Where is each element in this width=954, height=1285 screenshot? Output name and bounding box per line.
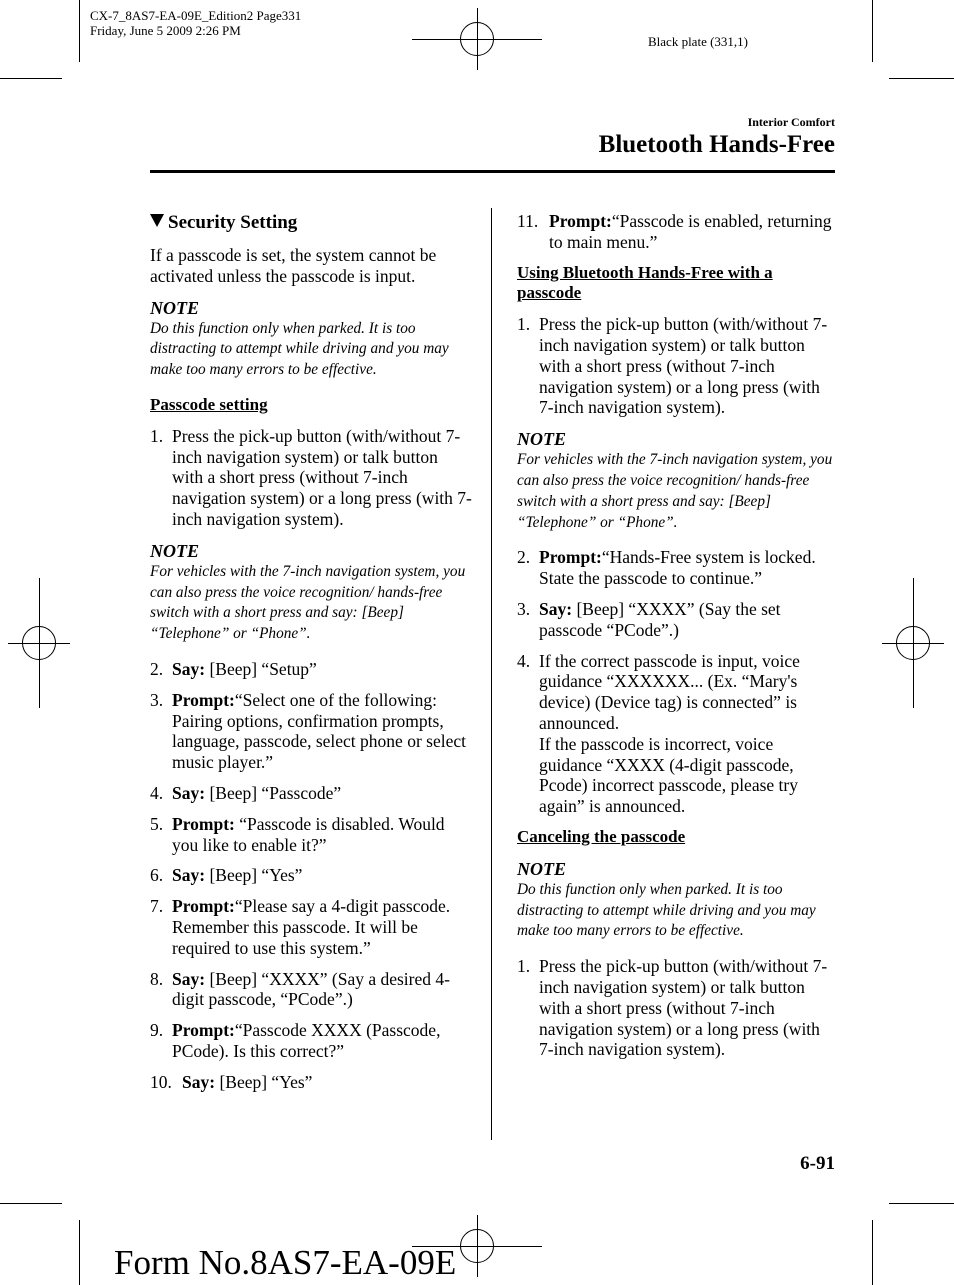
header-rule	[150, 170, 835, 173]
crop-mark	[0, 1203, 62, 1204]
step-item: 4. Say: [Beep] “Passcode”	[150, 782, 342, 803]
registration-mark	[8, 578, 70, 708]
step-item: 6. Say: [Beep] “Yes”	[150, 865, 303, 886]
step-item: 9. Prompt:“Passcode XXXX (Passcode, PCode). Is this correct?”	[150, 1020, 441, 1061]
section-label: Interior Comfort	[747, 115, 835, 129]
form-number: Form No.8AS7-EA-09E	[114, 1243, 457, 1282]
step-item: 1. Press the pick-up button (with/without 7-inch navigation system) or talk button with a short press (without 7-inch navigation system) or a long press (with 7-inch navigation system).	[517, 314, 828, 418]
print-file-line: CX-7_8AS7-EA-09E_Edition2 Page331	[90, 8, 302, 23]
step-item: 3. Prompt:“Select one of the following: Pairing options, confirmation prompts, language, passcode, select phone or select music player.”	[150, 689, 466, 773]
subheading-using-passcode: Using Bluetooth Hands-Free with a passcode	[517, 262, 773, 303]
step-item: 7. Prompt:“Please say a 4-digit passcode. Remember this passcode. It will be required to use this system.”	[150, 896, 451, 958]
subheading-passcode-setting: Passcode setting	[150, 394, 268, 414]
column-divider	[491, 208, 492, 1140]
note-title: NOTE	[150, 540, 199, 561]
step-item: 5. Prompt: “Passcode is disabled. Would you like to enable it?”	[150, 813, 445, 855]
note-title: NOTE	[517, 429, 566, 450]
subheading-canceling: Canceling the passcode	[517, 826, 686, 846]
step-item: 8. Say: [Beep] “XXXX” (Say a desired 4-digit passcode, “PCode”.)	[150, 968, 450, 1010]
crop-mark	[872, 0, 873, 62]
crop-mark	[889, 78, 954, 79]
note-body: Do this function only when parked. It is too distracting to attempt while driving and you may make too many errors to be effective.	[150, 319, 449, 379]
step-item: 10. Say: [Beep] “Yes”	[150, 1071, 313, 1092]
step-item: 2. Say: [Beep] “Setup”	[150, 658, 317, 679]
page-number: 6-91	[800, 1153, 835, 1174]
step-item: 2. Prompt:“Hands-Free system is locked. State the passcode to continue.”	[517, 547, 816, 589]
note-title: NOTE	[517, 858, 566, 879]
note-body: For vehicles with the 7-inch navigation system, you can also press the voice recognition/ hands-free switch with a short press and say: [Beep] “Telephone” or “Phone”.	[150, 562, 466, 643]
crop-mark	[889, 1203, 954, 1204]
print-date-line: Friday, June 5 2009 2:26 PM	[90, 23, 241, 38]
chapter-title: Bluetooth Hands-Free	[598, 131, 835, 158]
step-item: 11. Prompt:“Passcode is enabled, returning to main menu.”	[517, 211, 832, 252]
crop-mark	[79, 1220, 80, 1285]
note-body: For vehicles with the 7-inch navigation system, you can also press the voice recognition/ hands-free switch with a short press and say: [Beep] “Telephone” or “Phone”.	[517, 451, 833, 531]
crop-mark	[79, 0, 80, 62]
left-column	[150, 211, 472, 1093]
registration-mark	[882, 578, 944, 708]
triangle-bullet-icon	[150, 214, 164, 227]
crop-mark	[0, 78, 62, 79]
intro-text: If a passcode is set, the system cannot be activated unless the passcode is input.	[150, 245, 437, 286]
right-column	[517, 211, 835, 1060]
step-item: 1. Press the pick-up button (with/without 7-inch navigation system) or talk button with a short press (without 7-inch navigation system) or a long press (with 7-inch navigation system).	[517, 956, 828, 1060]
step-item: 4. If the correct passcode is input, voice guidance “XXXXXX... (Ex. “Mary's device) (Device tag) is connected” is announced. If the passcode is incorrect, voice guidance “XXXX (4-digit passcode, Pcode) incorrect passcode, please try again” is announced.	[517, 650, 800, 817]
note-body: Do this function only when parked. It is too distracting to attempt while driving and you may make too many errors to be effective.	[517, 880, 816, 940]
step-item: 3. Say: [Beep] “XXXX” (Say the set passcode “PCode”.)	[517, 598, 781, 640]
registration-mark	[412, 8, 542, 70]
crop-mark	[872, 1220, 873, 1285]
note-title: NOTE	[150, 297, 199, 318]
step-item: 1. Press the pick-up button (with/without 7-inch navigation system) or talk button with a short press (without 7-inch navigation system) or a long press (with 7-inch navigation system).	[150, 425, 472, 529]
section-heading: Security Setting	[150, 211, 472, 235]
plate-label: Black plate (331,1)	[648, 34, 748, 49]
